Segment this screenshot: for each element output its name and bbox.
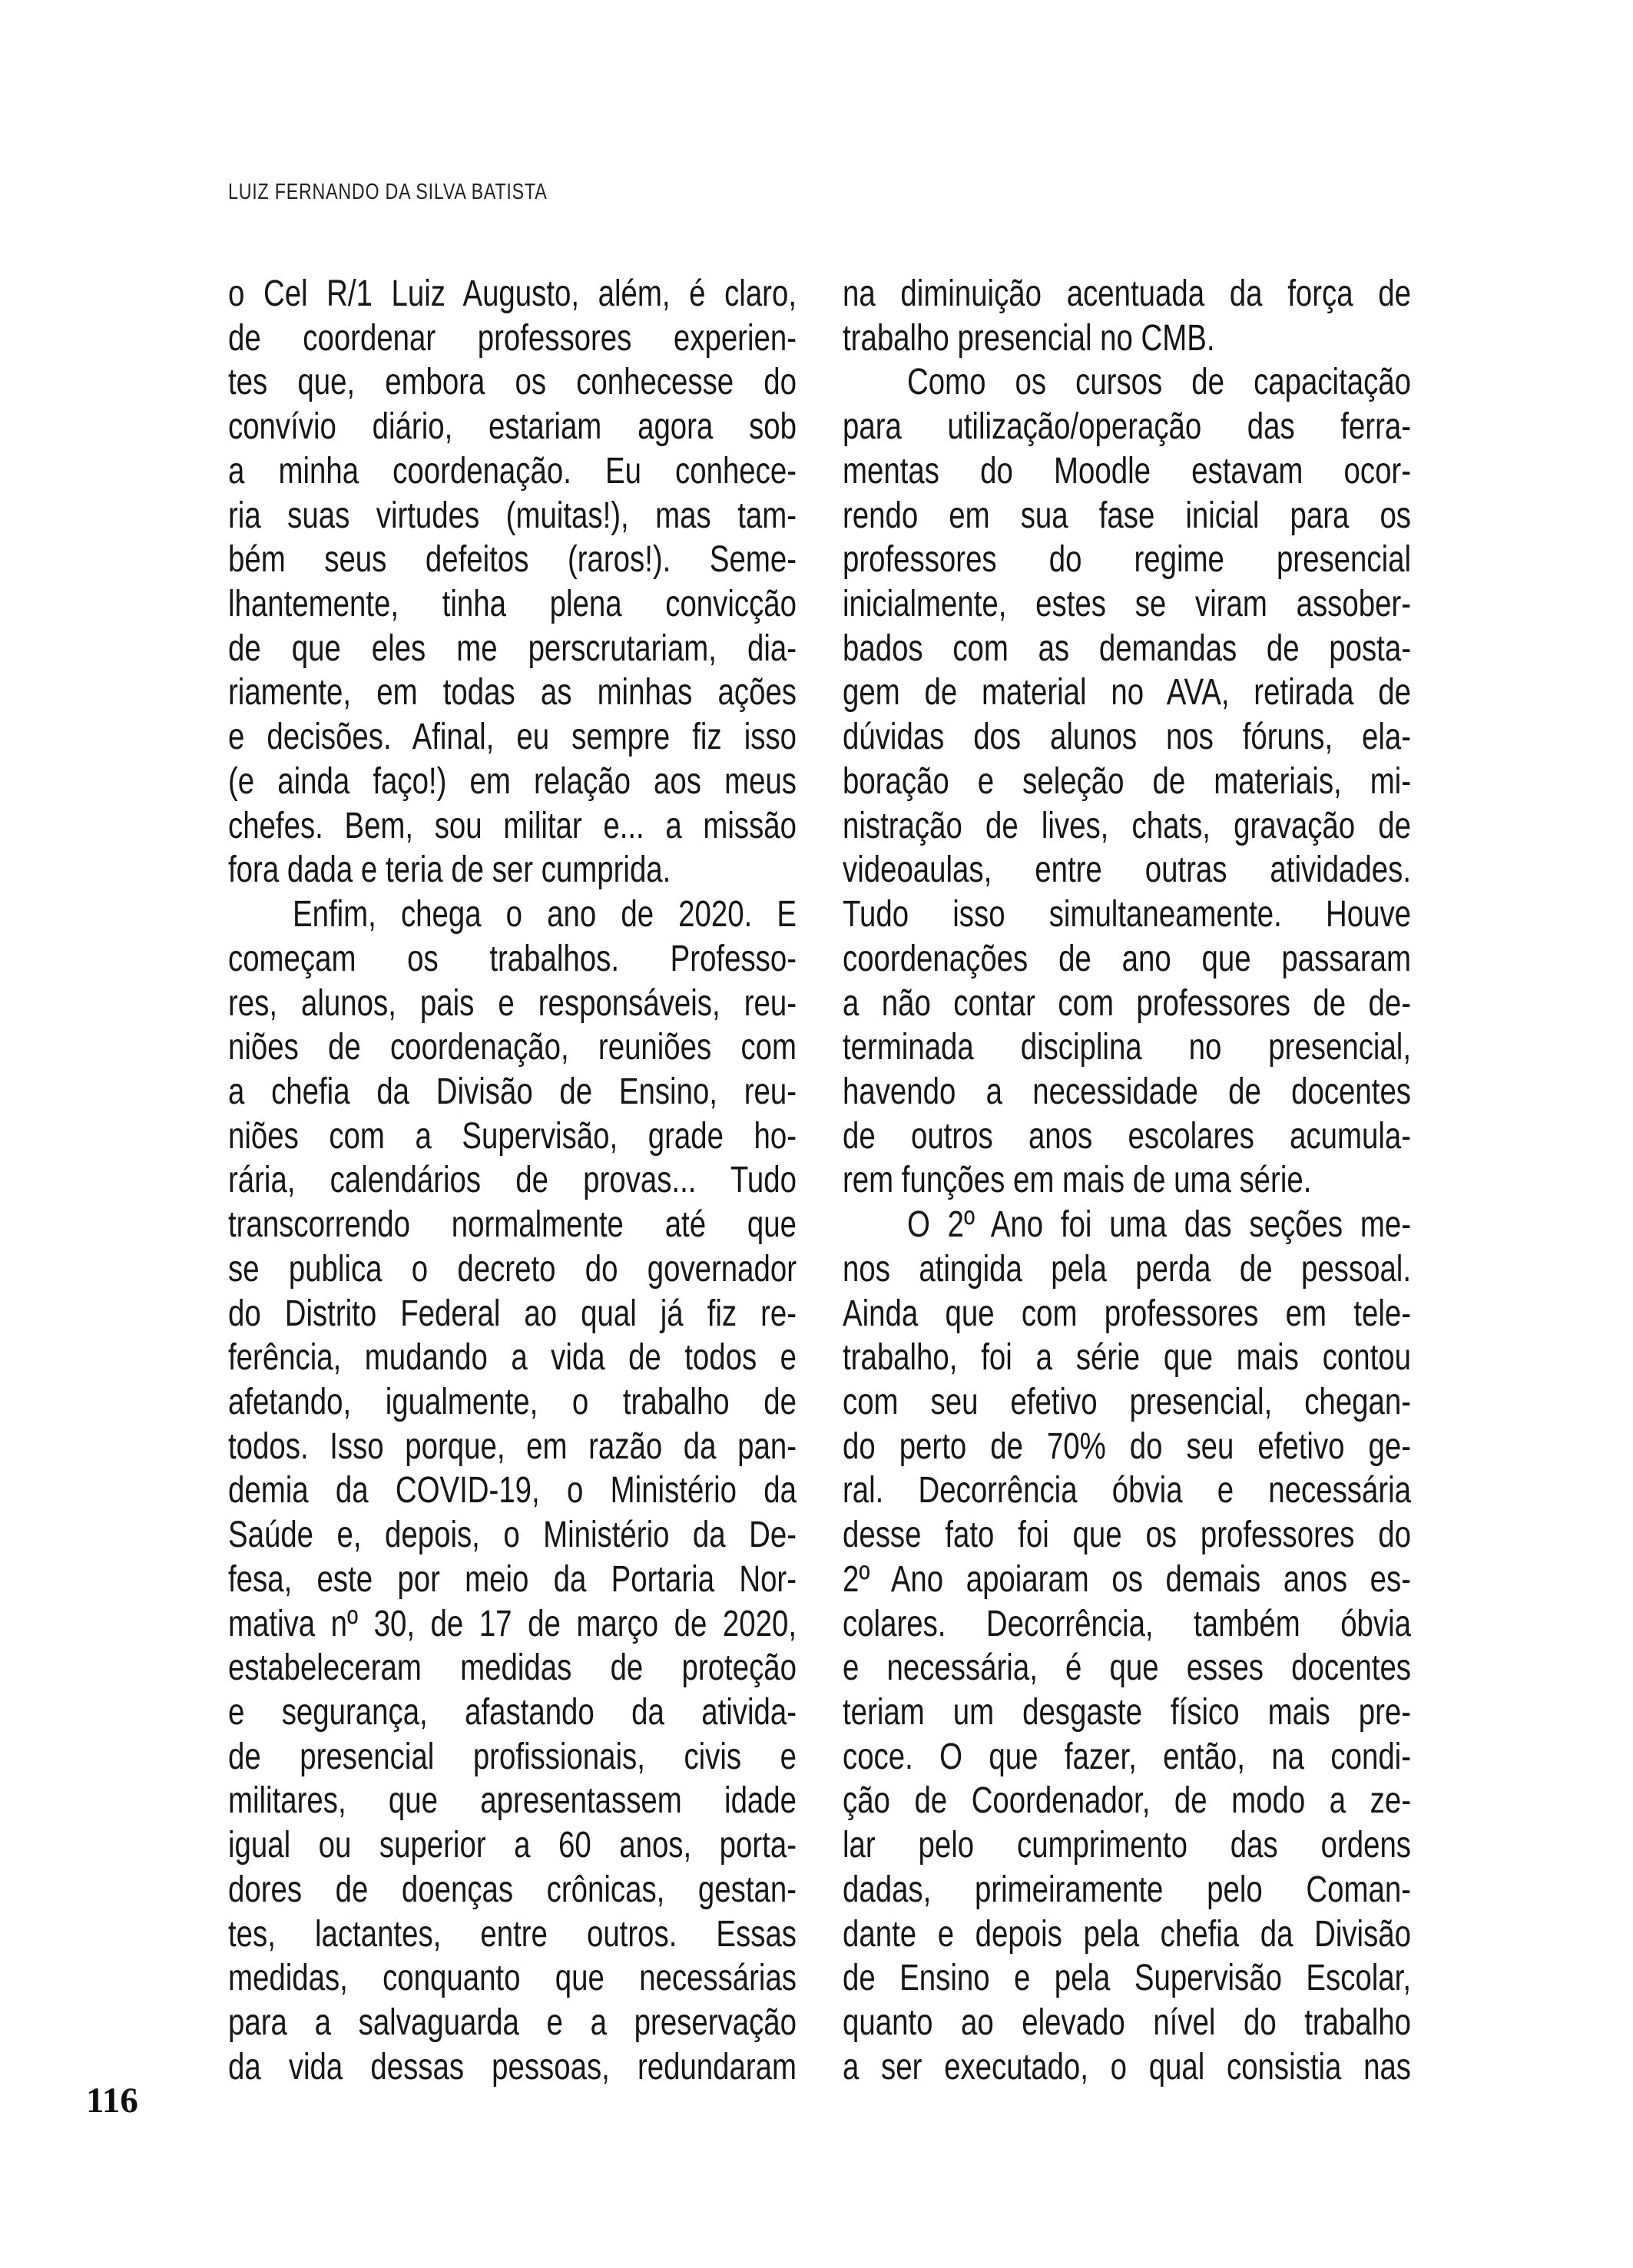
text-line: terminada disciplina no presencial, bbox=[843, 1027, 1411, 1068]
text-line: de coordenar professores experien- bbox=[228, 317, 797, 359]
text-line: trabalho presencial no CMB. bbox=[843, 317, 1215, 359]
text-line: colares. Decorrência, também óbvia bbox=[843, 1603, 1411, 1644]
text-line: todos. Isso porque, em razão da pan- bbox=[228, 1425, 797, 1467]
text-line: estabeleceram medidas de proteção bbox=[228, 1647, 797, 1689]
text-line: bém seus defeitos (raros!). Seme- bbox=[228, 539, 797, 581]
text-line: e decisões. Afinal, eu sempre fiz isso bbox=[228, 717, 797, 758]
text-line: rendo em sua fase inicial para os bbox=[843, 495, 1411, 536]
text-line: demia da COVID-19, o Ministério da bbox=[228, 1470, 797, 1511]
text-line: coordenações de ano que passaram bbox=[843, 938, 1411, 979]
text-line: professores do regime presencial bbox=[843, 539, 1411, 581]
text-line: nos atingida pela perda de pessoal. bbox=[843, 1248, 1411, 1290]
text-line: transcorrendo normalmente até que bbox=[228, 1204, 797, 1246]
text-line: lhantemente, tinha plena convicção bbox=[228, 584, 797, 625]
text-line: tes que, embora os conhecesse do bbox=[228, 362, 797, 403]
text-line: tes, lactantes, entre outros. Essas bbox=[228, 1913, 797, 1955]
text-line: gem de material no AVA, retirada de bbox=[843, 672, 1411, 714]
text-line: Tudo isso simultaneamente. Houve bbox=[843, 894, 1411, 935]
text-line: ção de Coordenador, de modo a ze- bbox=[843, 1780, 1411, 1822]
text-line: rem funções em mais de uma série. bbox=[843, 1160, 1312, 1201]
text-line: fora dada e teria de ser cumprida. bbox=[228, 849, 671, 891]
text-line: Enfim, chega o ano de 2020. E bbox=[293, 894, 797, 935]
text-line: começam os trabalhos. Professo- bbox=[228, 938, 797, 979]
text-line: havendo a necessidade de docentes bbox=[843, 1071, 1411, 1112]
text-line: Saúde e, depois, o Ministério da De- bbox=[228, 1515, 797, 1556]
text-line: coce. O que fazer, então, na condi- bbox=[843, 1736, 1411, 1777]
text-line: dúvidas dos alunos nos fóruns, ela- bbox=[843, 717, 1411, 758]
text-line: dadas, primeiramente pelo Coman- bbox=[843, 1869, 1411, 1910]
text-line: do perto de 70% do seu efetivo ge- bbox=[843, 1425, 1411, 1467]
text-line: afetando, igualmente, o trabalho de bbox=[228, 1381, 797, 1422]
text-line: para utilização/operação das ferra- bbox=[843, 406, 1411, 448]
text-line: videoaulas, entre outras atividades. bbox=[843, 849, 1411, 891]
text-line: de presencial profissionais, civis e bbox=[228, 1736, 797, 1777]
text-line: militares, que apresentassem idade bbox=[228, 1780, 797, 1822]
text-line: o Cel R/1 Luiz Augusto, além, é claro, bbox=[228, 273, 797, 314]
text-line: dores de doenças crônicas, gestan- bbox=[228, 1869, 797, 1910]
text-line: inicialmente, estes se viram assober- bbox=[843, 584, 1411, 625]
text-line: de outros anos escolares acumula- bbox=[843, 1115, 1411, 1157]
text-line: com seu efetivo presencial, chegan- bbox=[843, 1381, 1411, 1422]
text-line: 2º Ano apoiaram os demais anos es- bbox=[843, 1558, 1411, 1600]
text-line: Como os cursos de capacitação bbox=[907, 362, 1411, 403]
text-line: e segurança, afastando da ativida- bbox=[228, 1692, 797, 1733]
text-line: chefes. Bem, sou militar e... a missão bbox=[228, 805, 797, 846]
text-line: igual ou superior a 60 anos, porta- bbox=[228, 1825, 797, 1866]
text-line: O 2º Ano foi uma das seções me- bbox=[907, 1204, 1411, 1246]
text-line: mativa nº 30, de 17 de março de 2020, bbox=[228, 1603, 797, 1644]
text-line: riamente, em todas as minhas ações bbox=[228, 672, 797, 714]
text-line: de Ensino e pela Supervisão Escolar, bbox=[843, 1958, 1411, 1999]
text-line: teriam um desgaste físico mais pre- bbox=[843, 1692, 1411, 1733]
text-line: rária, calendários de provas... Tudo bbox=[228, 1160, 797, 1201]
text-line: niões de coordenação, reuniões com bbox=[228, 1027, 797, 1068]
text-line: na diminuição acentuada da força de bbox=[843, 273, 1411, 314]
text-line: ria suas virtudes (muitas!), mas tam- bbox=[228, 495, 797, 536]
text-line: a chefia da Divisão de Ensino, reu- bbox=[228, 1071, 797, 1112]
text-line: de que eles me perscrutariam, dia- bbox=[228, 627, 797, 669]
text-line: res, alunos, pais e responsáveis, reu- bbox=[228, 982, 797, 1024]
text-line: nistração de lives, chats, gravação de bbox=[843, 805, 1411, 846]
page-number: 116 bbox=[86, 2081, 138, 2121]
text-line: a não contar com professores de de- bbox=[843, 982, 1411, 1024]
text-line: boração e seleção de materiais, mi- bbox=[843, 760, 1411, 802]
text-line: trabalho, foi a série que mais contou bbox=[843, 1337, 1411, 1379]
text-line: e necessária, é que esses docentes bbox=[843, 1647, 1411, 1689]
text-line: ral. Decorrência óbvia e necessária bbox=[843, 1470, 1411, 1511]
text-line: a ser executado, o qual consistia nas bbox=[843, 2046, 1411, 2088]
text-line: niões com a Supervisão, grade ho- bbox=[228, 1115, 797, 1157]
text-line: medidas, conquanto que necessárias bbox=[228, 1958, 797, 1999]
text-line: se publica o decreto do governador bbox=[228, 1248, 797, 1290]
text-line: (e ainda faço!) em relação aos meus bbox=[228, 760, 797, 802]
text-line: ferência, mudando a vida de todos e bbox=[228, 1337, 797, 1379]
text-line: dante e depois pela chefia da Divisão bbox=[843, 1913, 1411, 1955]
text-line: mentas do Moodle estavam ocor- bbox=[843, 450, 1411, 492]
text-line: lar pelo cumprimento das ordens bbox=[843, 1825, 1411, 1866]
text-line: do Distrito Federal ao qual já fiz re- bbox=[228, 1293, 797, 1334]
text-line: bados com as demandas de posta- bbox=[843, 627, 1411, 669]
text-column-right bbox=[843, 272, 1411, 2089]
text-line: para a salvaguarda e a preservação bbox=[228, 2002, 797, 2044]
text-column-left bbox=[228, 272, 797, 2089]
text-line: fesa, este por meio da Portaria Nor- bbox=[228, 1558, 797, 1600]
text-line: a minha coordenação. Eu conhece- bbox=[228, 450, 797, 492]
text-line: da vida dessas pessoas, redundaram bbox=[228, 2046, 797, 2088]
text-line: quanto ao elevado nível do trabalho bbox=[843, 2002, 1411, 2044]
text-line: Ainda que com professores em tele- bbox=[843, 1293, 1411, 1334]
text-line: desse fato foi que os professores do bbox=[843, 1515, 1411, 1556]
running-header-author: LUIZ FERNANDO DA SILVA BATISTA bbox=[228, 180, 548, 204]
text-line: convívio diário, estariam agora sob bbox=[228, 406, 797, 448]
